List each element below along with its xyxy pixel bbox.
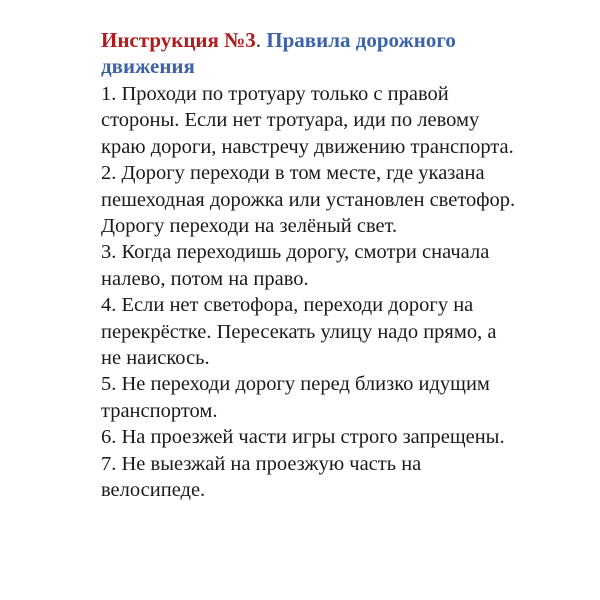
rule-item: 4. Если нет светофора, переходи дорогу на перекрёстке. Пересекать улицу надо прямо, а не наискось. [101, 294, 497, 370]
rule-item: 7. Не выезжай на проезжую часть на велосипеде. [101, 452, 422, 502]
rules-list [101, 81, 521, 504]
instruction-subject: Правила дорожного движения [101, 28, 456, 78]
rule-item: 6. На проезжей части игры строго запрещены. [101, 426, 505, 449]
heading-separator: . [255, 28, 261, 52]
rule-item: 1. Проходи по тротуару только с правой стороны. Если нет тротуара, иди по левому краю дороги, навстречу движению транспорта. [101, 83, 514, 158]
rule-item: 5. Не переходи дорогу перед близко идущим транспортом. [101, 373, 490, 422]
rule-item: 2. Дорогу переходи в том месте, где указана пешеходная дорожка или установлен светофор. Дорогу переходи на зелёный свет. [101, 162, 516, 238]
document-heading [101, 27, 521, 79]
rule-item: 3. Когда переходишь дорогу, смотри сначала налево, потом на право. [101, 241, 490, 290]
instruction-number: Инструкция №3 [101, 28, 256, 52]
